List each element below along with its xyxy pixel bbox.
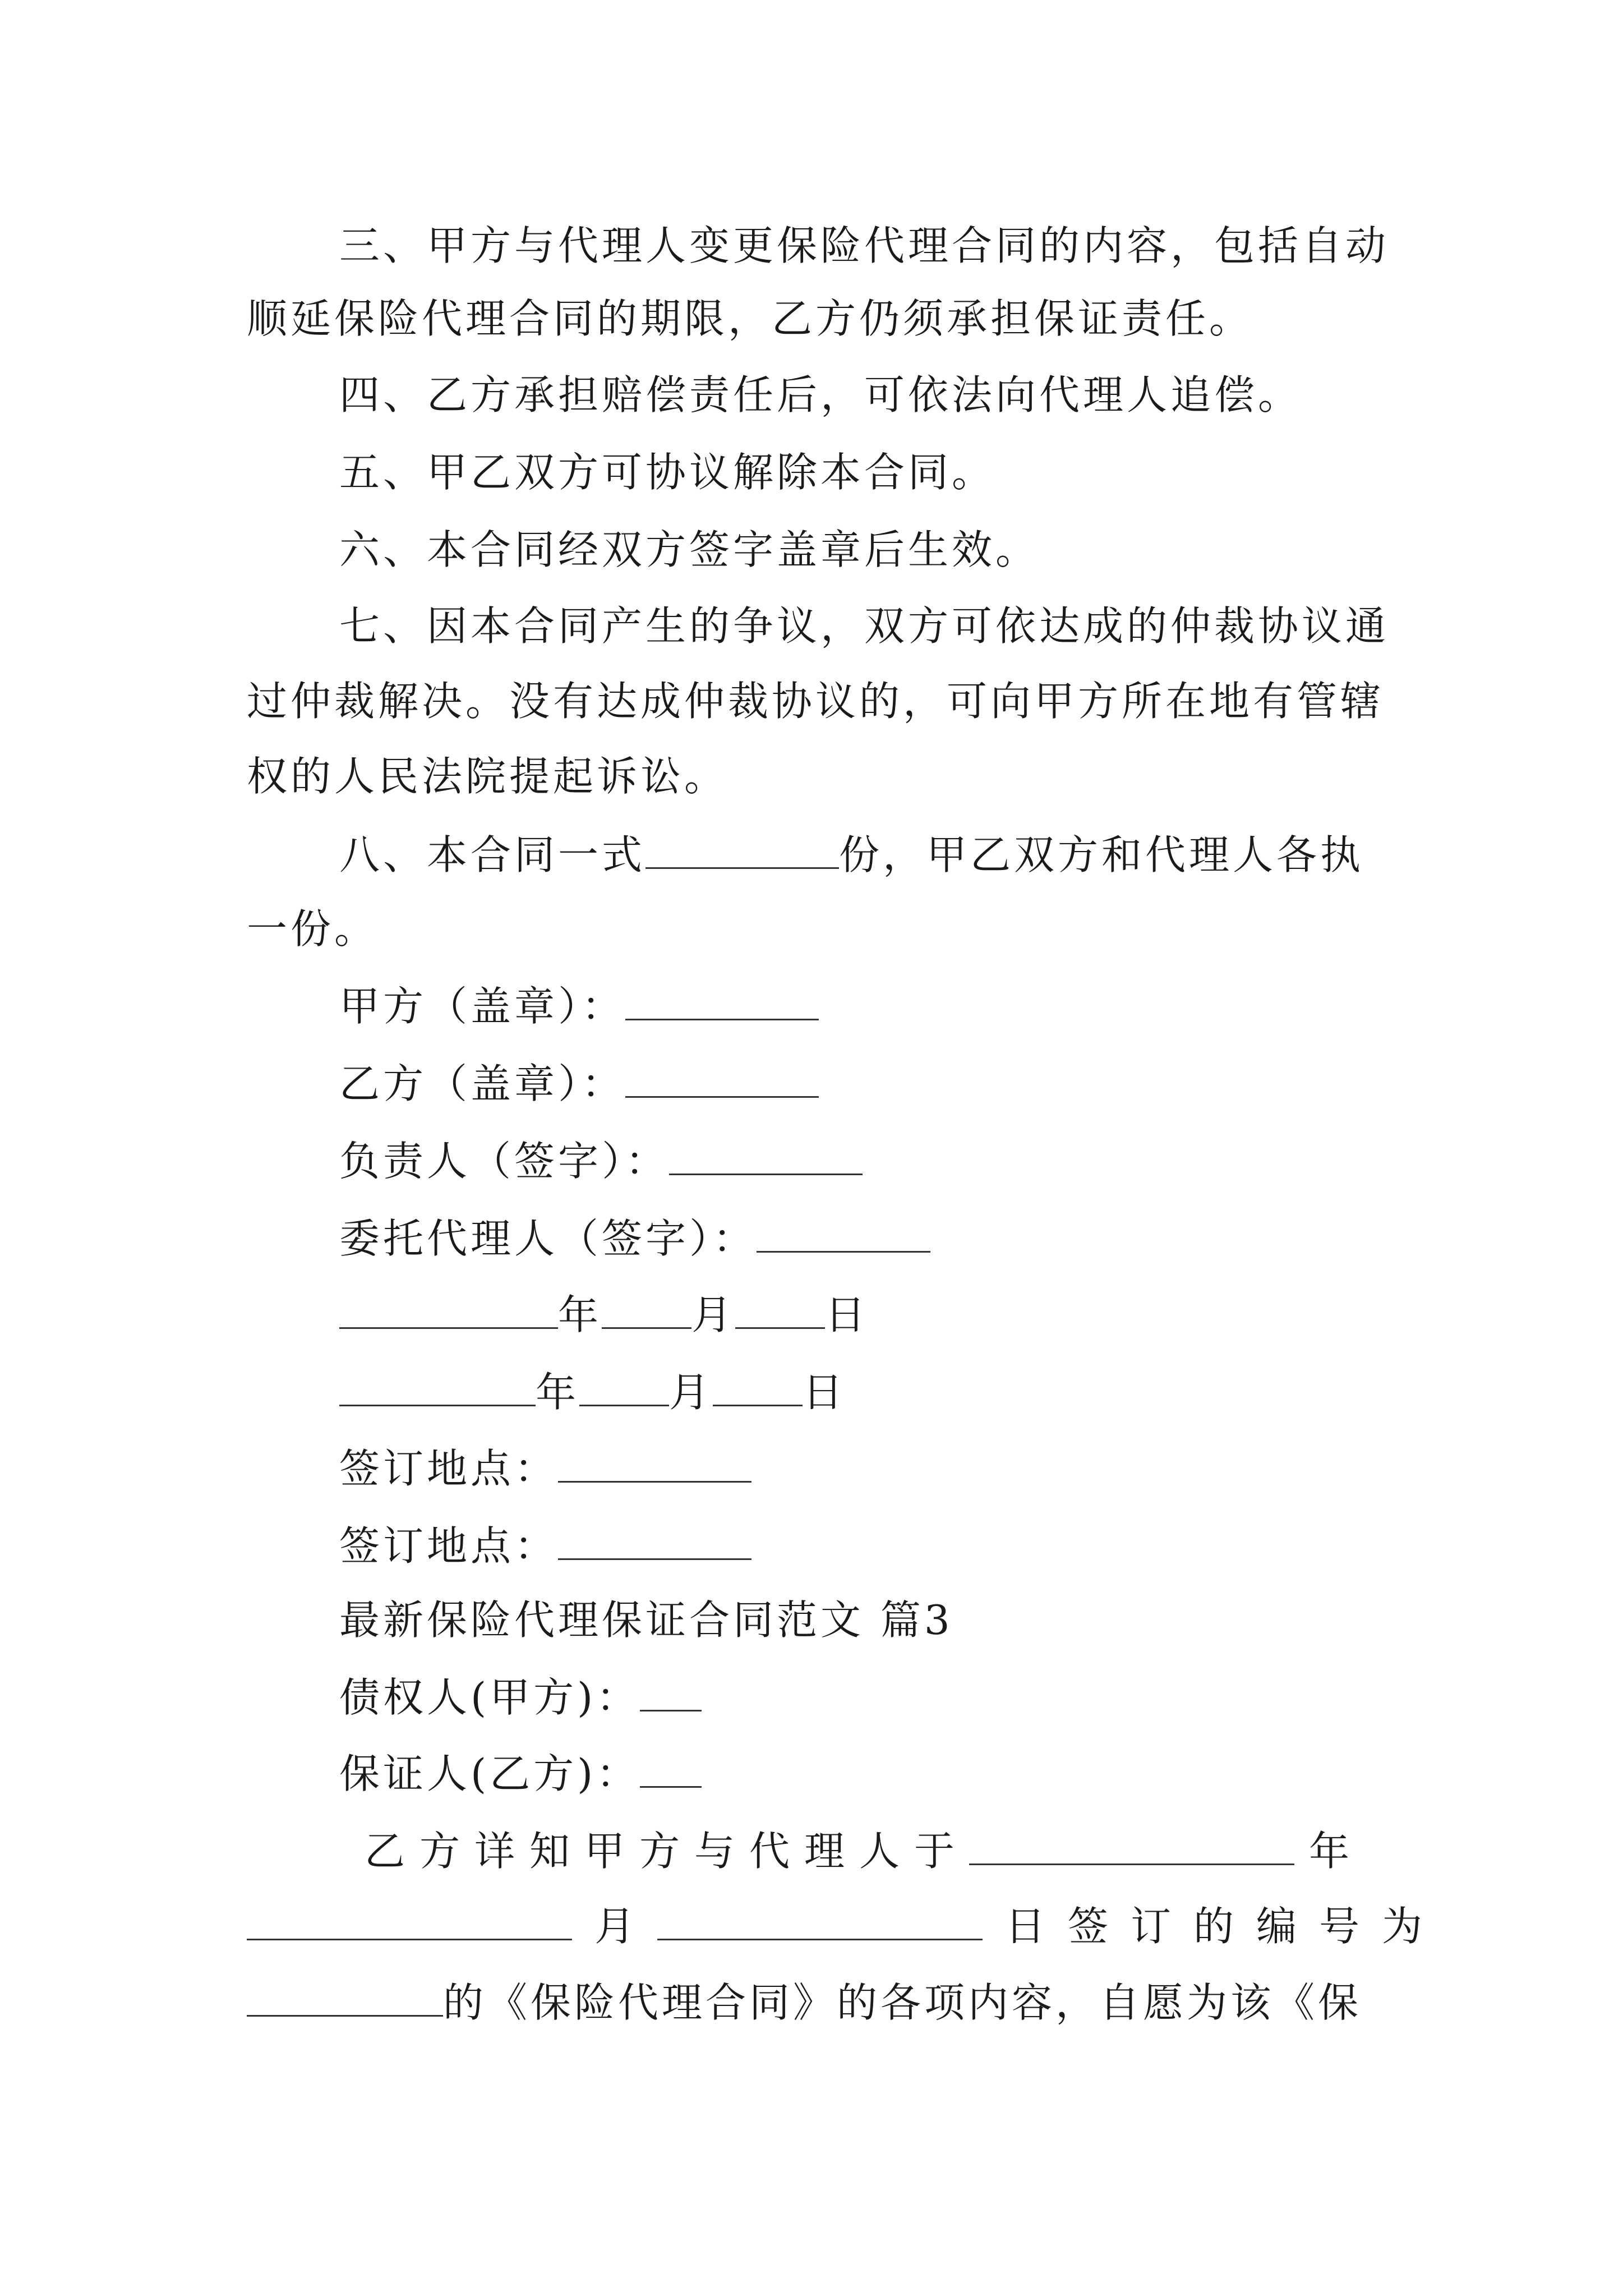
- principal-signature: [339, 1138, 863, 1185]
- section-title: 最新保险代理保证合同范文 篇3: [339, 1596, 953, 1644]
- signing-place-blank: [558, 1447, 751, 1483]
- agent-signature-blank: [757, 1217, 930, 1253]
- guarantor-blank: [640, 1752, 702, 1788]
- party-b-seal-blank: [625, 1062, 819, 1098]
- signing-place-label: 签订地点：: [339, 1522, 559, 1570]
- guarantor-label: 保证人(乙方)：: [339, 1750, 640, 1797]
- paragraph-8-line-1: [339, 831, 1364, 878]
- copies-prefix: 八、本合同一式: [339, 831, 646, 878]
- paragraph-7-line-1: 七、因本合同产生的争议，双方可依达成的仲裁协议通: [339, 602, 1390, 650]
- date-line-1: [339, 1291, 869, 1338]
- year-blank: [339, 1294, 558, 1329]
- creditor-blank: [640, 1676, 702, 1711]
- month-blank: [602, 1294, 691, 1329]
- paragraph-8-line-2: 一份。: [247, 905, 379, 953]
- party-a-seal-blank: [625, 985, 819, 1020]
- body-line-1: [365, 1828, 1364, 1875]
- month-blank: [579, 1371, 669, 1406]
- body-line-2-text: 日签订的编号为: [1005, 1903, 1445, 1950]
- date-year-blank: [969, 1830, 1294, 1865]
- paragraph-7-line-3: 权的人民法院提起诉讼。: [247, 753, 728, 800]
- date-day-blank: [657, 1905, 983, 1940]
- copies-suffix: 份，甲乙双方和代理人各执: [839, 831, 1364, 878]
- body-line-3: [247, 1979, 1362, 2026]
- paragraph-7-line-2: 过仲裁解决。没有达成仲裁协议的，可向甲方所在地有管辖: [247, 678, 1385, 725]
- principal-signature-label: 负责人（签字）：: [339, 1138, 670, 1185]
- month-label: 月: [594, 1903, 658, 1950]
- paragraph-3-line-1: 三、甲方与代理人变更保险代理合同的内容，包括自动: [339, 222, 1390, 269]
- contract-number-blank: [247, 1981, 443, 2017]
- agent-signature-label: 委托代理人（签字）：: [339, 1215, 757, 1262]
- date-month-blank: [247, 1905, 572, 1940]
- year-label: 年: [1309, 1828, 1364, 1875]
- paragraph-4: 四、乙方承担赔偿责任后，可依法向代理人追偿。: [339, 371, 1302, 418]
- day-label: 日: [825, 1291, 869, 1338]
- signing-place-2: [339, 1522, 751, 1570]
- year-blank: [339, 1371, 536, 1406]
- copies-blank: [645, 834, 839, 869]
- month-label: 月: [669, 1369, 713, 1416]
- party-a-seal: [339, 983, 819, 1030]
- party-b-seal: [339, 1060, 819, 1107]
- signing-place-blank: [558, 1525, 751, 1560]
- body-line-1-text: 乙方详知甲方与代理人于: [365, 1828, 970, 1875]
- paragraph-5: 五、甲乙双方可协议解除本合同。: [339, 449, 996, 496]
- principal-signature-blank: [669, 1140, 863, 1175]
- paragraph-3-line-2: 顺延保险代理合同的期限，乙方仍须承担保证责任。: [247, 295, 1253, 342]
- creditor-line: [339, 1674, 702, 1721]
- body-line-3-text: 的《保险代理合同》的各项内容，自愿为该《保: [443, 1979, 1362, 2026]
- year-label: 年: [536, 1369, 580, 1416]
- year-label: 年: [558, 1291, 602, 1338]
- month-label: 月: [691, 1291, 736, 1338]
- signing-place-label: 签订地点：: [339, 1445, 559, 1492]
- agent-signature: [339, 1215, 930, 1262]
- paragraph-6: 六、本合同经双方签字盖章后生效。: [339, 526, 1040, 573]
- day-label: 日: [803, 1369, 847, 1416]
- party-b-seal-label: 乙方（盖章）：: [339, 1060, 626, 1107]
- body-line-2: [247, 1903, 1445, 1950]
- party-a-seal-label: 甲方（盖章）：: [339, 983, 626, 1030]
- creditor-label: 债权人(甲方)：: [339, 1674, 640, 1721]
- date-line-2: [339, 1369, 847, 1416]
- day-blank: [713, 1371, 803, 1406]
- day-blank: [735, 1294, 825, 1329]
- guarantor-line: [339, 1750, 702, 1797]
- signing-place-1: [339, 1445, 751, 1492]
